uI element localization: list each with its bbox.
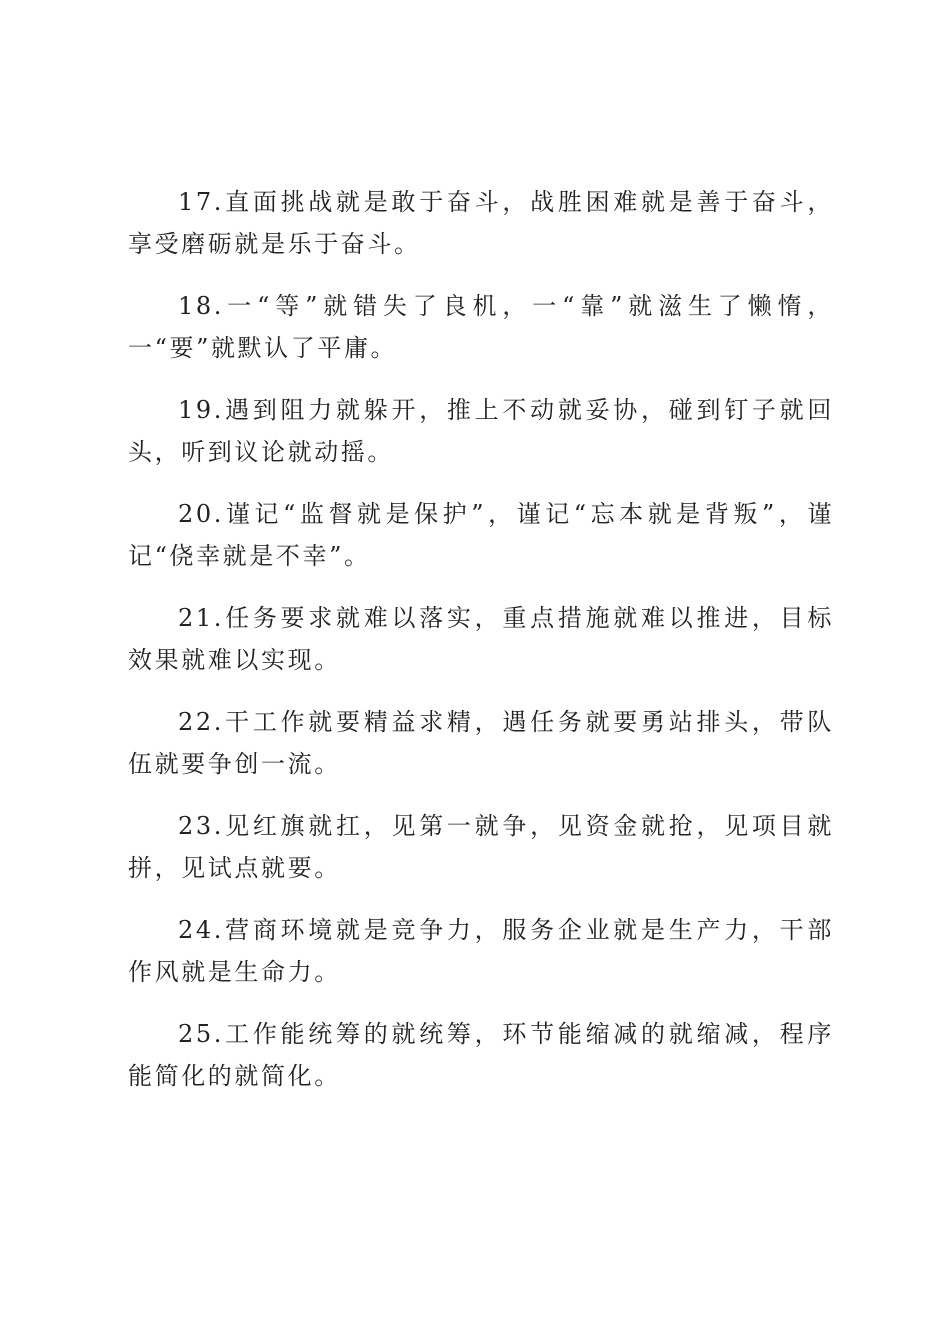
paragraph-18: 18.一“等”就错失了良机，一“靠”就滋生了懒惰，一“要”就默认了平庸。 xyxy=(128,292,834,362)
paragraph-25: 25.工作能统筹的就统筹，环节能缩减的就缩减，程序能简化的就简化。 xyxy=(128,1020,834,1090)
paragraph-23: 23.见红旗就扛，见第一就争，见资金就抢，见项目就拼，见试点就要。 xyxy=(128,812,834,882)
paragraph-17: 17.直面挑战就是敢于奋斗，战胜困难就是善于奋斗，享受磨砺就是乐于奋斗。 xyxy=(128,188,834,258)
paragraph-22: 22.干工作就要精益求精，遇任务就要勇站排头，带队伍就要争创一流。 xyxy=(128,708,834,778)
paragraph-20: 20.谨记“监督就是保护”，谨记“忘本就是背叛”，谨记“侥幸就是不幸”。 xyxy=(128,500,834,570)
paragraph-21: 21.任务要求就难以落实，重点措施就难以推进，目标效果就难以实现。 xyxy=(128,604,834,674)
paragraph-19: 19.遇到阻力就躲开，推上不动就妥协，碰到钉子就回头，听到议论就动摇。 xyxy=(128,396,834,466)
document-body xyxy=(128,181,834,1117)
paragraph-24: 24.营商环境就是竞争力，服务企业就是生产力，干部作风就是生命力。 xyxy=(128,916,834,986)
